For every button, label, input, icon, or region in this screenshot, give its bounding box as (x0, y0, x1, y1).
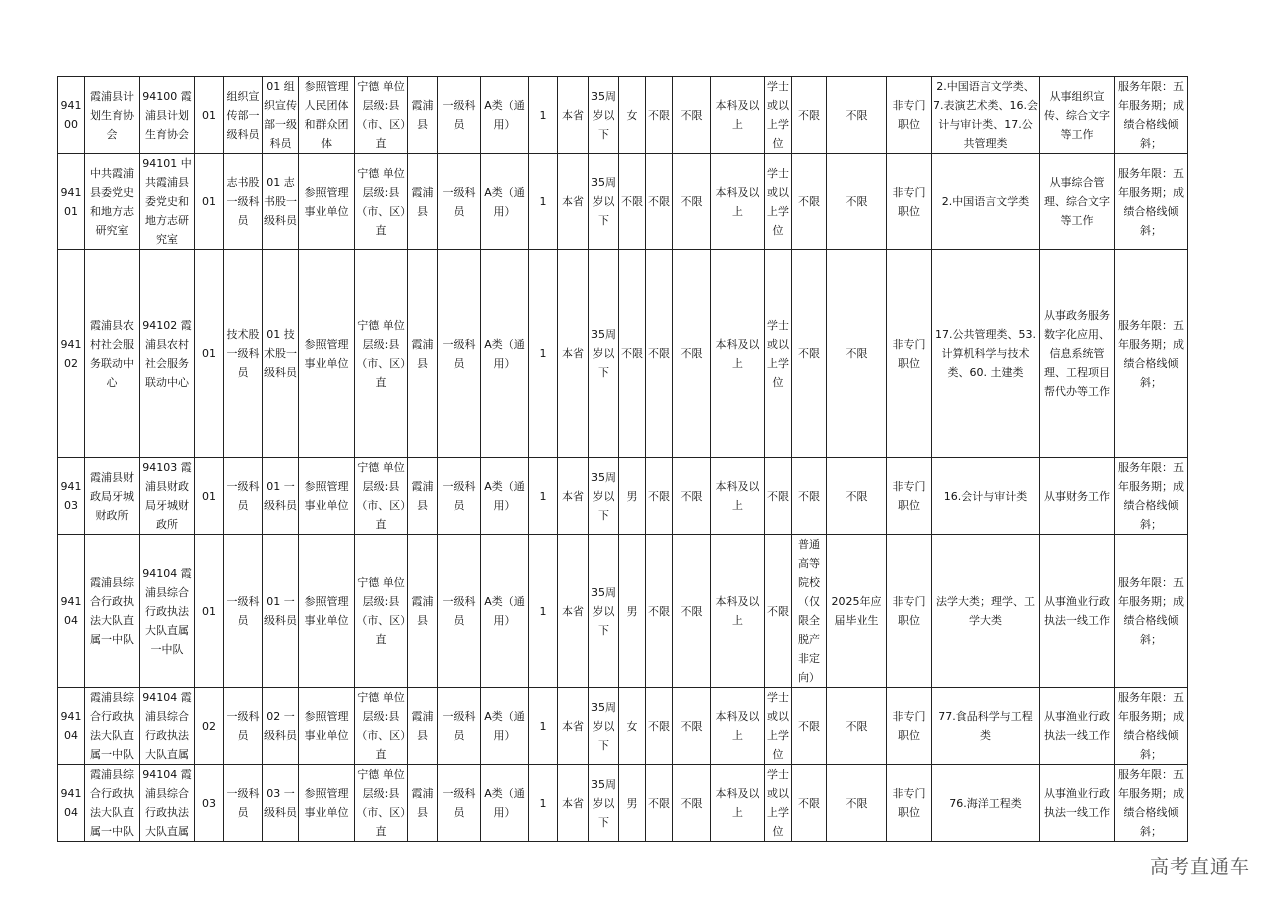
cell-sex: 男 (619, 535, 646, 688)
cell-seq: 01 (195, 535, 224, 688)
cell-eth: 不限 (646, 688, 673, 765)
cell-work: 从事政务服务数字化应用、信息系统管理、工程项目帮代办等工作 (1040, 250, 1115, 458)
cell-school: 不限 (792, 154, 827, 250)
cell-grad: 不限 (827, 77, 887, 154)
cell-num: 1 (529, 535, 558, 688)
cell-work: 从事综合管理、综合文字等工作 (1040, 154, 1115, 250)
cell-rank: 一级科员 (438, 250, 481, 458)
cell-poscode: 02 一级科员 (263, 688, 299, 765)
cell-deg: 不限 (765, 535, 792, 688)
cell-unit: 94101 中共霞浦县委党史和地方志研究室 (140, 154, 195, 250)
cell-eth: 不限 (646, 535, 673, 688)
cell-age: 35周岁以下 (589, 154, 619, 250)
cell-deg: 学士或以上学位 (765, 77, 792, 154)
cell-major: 2.中国语言文学类 (932, 154, 1040, 250)
cell-nature: 参照管理事业单位 (299, 458, 355, 535)
cell-seq: 01 (195, 458, 224, 535)
cell-grad: 不限 (827, 765, 887, 842)
cell-pos: 一级科员 (224, 688, 263, 765)
cell-age: 35周岁以下 (589, 77, 619, 154)
cell-eth: 不限 (646, 250, 673, 458)
cell-scope: 本省 (558, 250, 589, 458)
cell-school: 不限 (792, 250, 827, 458)
cell-pol: 不限 (673, 765, 711, 842)
cell-type: 非专门职位 (887, 765, 932, 842)
cell-dept: 中共霞浦县委党史和地方志研究室 (85, 154, 140, 250)
cell-cat: A类（通用） (481, 765, 529, 842)
cell-num: 1 (529, 154, 558, 250)
cell-type: 非专门职位 (887, 458, 932, 535)
cell-sex: 不限 (619, 154, 646, 250)
cell-pos: 一级科员 (224, 535, 263, 688)
cell-pos: 一级科员 (224, 458, 263, 535)
cell-unit: 94103 霞浦县财政局牙城财政所 (140, 458, 195, 535)
cell-area: 霞浦县 (408, 688, 438, 765)
cell-cat: A类（通用） (481, 688, 529, 765)
cell-code: 94104 (58, 688, 85, 765)
table-row (58, 535, 1188, 688)
cell-code: 94104 (58, 765, 85, 842)
cell-scope: 本省 (558, 458, 589, 535)
cell-sex: 女 (619, 688, 646, 765)
table-row (58, 688, 1188, 765)
cell-note: 服务年限：五年服务期；成绩合格线倾斜； (1115, 688, 1188, 765)
cell-type: 非专门职位 (887, 535, 932, 688)
cell-cat: A类（通用） (481, 250, 529, 458)
cell-area: 霞浦县 (408, 77, 438, 154)
cell-poscode: 01 组织宣传部一级科员 (263, 77, 299, 154)
cell-rank: 一级科员 (438, 77, 481, 154)
cell-unit: 94102 霞浦县农村社会服务联动中心 (140, 250, 195, 458)
cell-poscode: 01 技术股一级科员 (263, 250, 299, 458)
table-row (58, 154, 1188, 250)
cell-level: 宁德 单位层级:县（市、区）直 (355, 77, 408, 154)
cell-age: 35周岁以下 (589, 458, 619, 535)
cell-seq: 01 (195, 77, 224, 154)
cell-unit: 94100 霞浦县计划生育协会 (140, 77, 195, 154)
cell-edu: 本科及以上 (711, 535, 765, 688)
cell-edu: 本科及以上 (711, 765, 765, 842)
cell-note: 服务年限：五年服务期；成绩合格线倾斜； (1115, 250, 1188, 458)
cell-cat: A类（通用） (481, 458, 529, 535)
cell-major: 77.食品科学与工程类 (932, 688, 1040, 765)
cell-pos: 一级科员 (224, 765, 263, 842)
cell-area: 霞浦县 (408, 458, 438, 535)
cell-major: 2.中国语言文学类、7.表演艺术类、16.会计与审计类、17.公共管理类 (932, 77, 1040, 154)
cell-code: 94100 (58, 77, 85, 154)
cell-pol: 不限 (673, 688, 711, 765)
cell-note: 服务年限：五年服务期；成绩合格线倾斜； (1115, 765, 1188, 842)
cell-seq: 01 (195, 154, 224, 250)
cell-work: 从事组织宣传、综合文字等工作 (1040, 77, 1115, 154)
cell-note: 服务年限：五年服务期；成绩合格线倾斜； (1115, 535, 1188, 688)
cell-type: 非专门职位 (887, 154, 932, 250)
cell-area: 霞浦县 (408, 250, 438, 458)
cell-scope: 本省 (558, 535, 589, 688)
cell-major: 16.会计与审计类 (932, 458, 1040, 535)
cell-code: 94104 (58, 535, 85, 688)
cell-work: 从事财务工作 (1040, 458, 1115, 535)
cell-rank: 一级科员 (438, 688, 481, 765)
cell-code: 94101 (58, 154, 85, 250)
cell-sex: 男 (619, 458, 646, 535)
cell-nature: 参照管理事业单位 (299, 765, 355, 842)
cell-school: 不限 (792, 77, 827, 154)
cell-unit: 94104 霞浦县综合行政执法大队直属 (140, 688, 195, 765)
cell-eth: 不限 (646, 765, 673, 842)
job-table (57, 76, 1188, 842)
cell-school: 不限 (792, 458, 827, 535)
table-row (58, 458, 1188, 535)
cell-area: 霞浦县 (408, 765, 438, 842)
cell-dept: 霞浦县综合行政执法大队直属一中队 (85, 765, 140, 842)
cell-pol: 不限 (673, 250, 711, 458)
cell-cat: A类（通用） (481, 77, 529, 154)
cell-pos: 组织宣传部一级科员 (224, 77, 263, 154)
cell-type: 非专门职位 (887, 250, 932, 458)
cell-note: 服务年限：五年服务期；成绩合格线倾斜； (1115, 154, 1188, 250)
cell-code: 94102 (58, 250, 85, 458)
cell-seq: 02 (195, 688, 224, 765)
cell-code: 94103 (58, 458, 85, 535)
cell-note: 服务年限：五年服务期；成绩合格线倾斜； (1115, 458, 1188, 535)
cell-dept: 霞浦县农村社会服务联动中心 (85, 250, 140, 458)
cell-level: 宁德 单位层级:县（市、区）直 (355, 765, 408, 842)
cell-rank: 一级科员 (438, 765, 481, 842)
cell-sex: 不限 (619, 250, 646, 458)
cell-nature: 参照管理事业单位 (299, 688, 355, 765)
cell-major: 17.公共管理类、53.计算机科学与技术类、60. 土建类 (932, 250, 1040, 458)
cell-major: 法学大类；理学、工学大类 (932, 535, 1040, 688)
cell-deg: 学士或以上学位 (765, 154, 792, 250)
cell-sex: 男 (619, 765, 646, 842)
cell-work: 从事渔业行政执法一线工作 (1040, 535, 1115, 688)
cell-grad: 不限 (827, 458, 887, 535)
cell-sex: 女 (619, 77, 646, 154)
cell-type: 非专门职位 (887, 77, 932, 154)
cell-rank: 一级科员 (438, 154, 481, 250)
cell-num: 1 (529, 458, 558, 535)
cell-age: 35周岁以下 (589, 535, 619, 688)
cell-area: 霞浦县 (408, 154, 438, 250)
cell-dept: 霞浦县计划生育协会 (85, 77, 140, 154)
cell-area: 霞浦县 (408, 535, 438, 688)
cell-edu: 本科及以上 (711, 77, 765, 154)
cell-nature: 参照管理事业单位 (299, 154, 355, 250)
cell-work: 从事渔业行政执法一线工作 (1040, 765, 1115, 842)
cell-edu: 本科及以上 (711, 458, 765, 535)
cell-rank: 一级科员 (438, 535, 481, 688)
cell-age: 35周岁以下 (589, 688, 619, 765)
cell-level: 宁德 单位层级:县（市、区）直 (355, 458, 408, 535)
cell-scope: 本省 (558, 77, 589, 154)
cell-age: 35周岁以下 (589, 250, 619, 458)
cell-level: 宁德 单位层级:县（市、区）直 (355, 688, 408, 765)
cell-dept: 霞浦县综合行政执法大队直属一中队 (85, 535, 140, 688)
cell-pol: 不限 (673, 458, 711, 535)
cell-pos: 技术股一级科员 (224, 250, 263, 458)
cell-level: 宁德 单位层级:县（市、区）直 (355, 250, 408, 458)
cell-deg: 学士或以上学位 (765, 765, 792, 842)
cell-eth: 不限 (646, 458, 673, 535)
cell-school: 不限 (792, 688, 827, 765)
cell-nature: 参照管理事业单位 (299, 250, 355, 458)
cell-unit: 94104 霞浦县综合行政执法大队直属一中队 (140, 535, 195, 688)
table-row (58, 250, 1188, 458)
cell-edu: 本科及以上 (711, 688, 765, 765)
cell-level: 宁德 单位层级:县（市、区）直 (355, 154, 408, 250)
cell-grad: 不限 (827, 154, 887, 250)
cell-poscode: 01 志书股一级科员 (263, 154, 299, 250)
cell-edu: 本科及以上 (711, 250, 765, 458)
cell-unit: 94104 霞浦县综合行政执法大队直属 (140, 765, 195, 842)
cell-nature: 参照管理人民团体和群众团体 (299, 77, 355, 154)
cell-pol: 不限 (673, 535, 711, 688)
cell-seq: 01 (195, 250, 224, 458)
cell-deg: 学士或以上学位 (765, 250, 792, 458)
cell-poscode: 01 一级科员 (263, 535, 299, 688)
cell-scope: 本省 (558, 688, 589, 765)
cell-deg: 不限 (765, 458, 792, 535)
cell-nature: 参照管理事业单位 (299, 535, 355, 688)
cell-grad: 不限 (827, 250, 887, 458)
cell-num: 1 (529, 77, 558, 154)
cell-seq: 03 (195, 765, 224, 842)
cell-deg: 学士或以上学位 (765, 688, 792, 765)
cell-major: 76.海洋工程类 (932, 765, 1040, 842)
cell-grad: 2025年应届毕业生 (827, 535, 887, 688)
cell-note: 服务年限：五年服务期；成绩合格线倾斜； (1115, 77, 1188, 154)
cell-dept: 霞浦县综合行政执法大队直属一中队 (85, 688, 140, 765)
cell-edu: 本科及以上 (711, 154, 765, 250)
cell-pol: 不限 (673, 77, 711, 154)
cell-pol: 不限 (673, 154, 711, 250)
cell-dept: 霞浦县财政局牙城财政所 (85, 458, 140, 535)
cell-cat: A类（通用） (481, 154, 529, 250)
cell-eth: 不限 (646, 154, 673, 250)
cell-school: 普通高等院校（仅限全脱产非定向） (792, 535, 827, 688)
cell-scope: 本省 (558, 765, 589, 842)
cell-level: 宁德 单位层级:县（市、区）直 (355, 535, 408, 688)
cell-school: 不限 (792, 765, 827, 842)
cell-scope: 本省 (558, 154, 589, 250)
cell-pos: 志书股一级科员 (224, 154, 263, 250)
cell-poscode: 03 一级科员 (263, 765, 299, 842)
cell-grad: 不限 (827, 688, 887, 765)
watermark-logo: 高考直通车 (1149, 856, 1250, 878)
cell-num: 1 (529, 688, 558, 765)
cell-work: 从事渔业行政执法一线工作 (1040, 688, 1115, 765)
table-row (58, 765, 1188, 842)
cell-poscode: 01 一级科员 (263, 458, 299, 535)
table-row (58, 77, 1188, 154)
cell-rank: 一级科员 (438, 458, 481, 535)
cell-eth: 不限 (646, 77, 673, 154)
cell-num: 1 (529, 250, 558, 458)
cell-age: 35周岁以下 (589, 765, 619, 842)
cell-type: 非专门职位 (887, 688, 932, 765)
cell-cat: A类（通用） (481, 535, 529, 688)
cell-num: 1 (529, 765, 558, 842)
